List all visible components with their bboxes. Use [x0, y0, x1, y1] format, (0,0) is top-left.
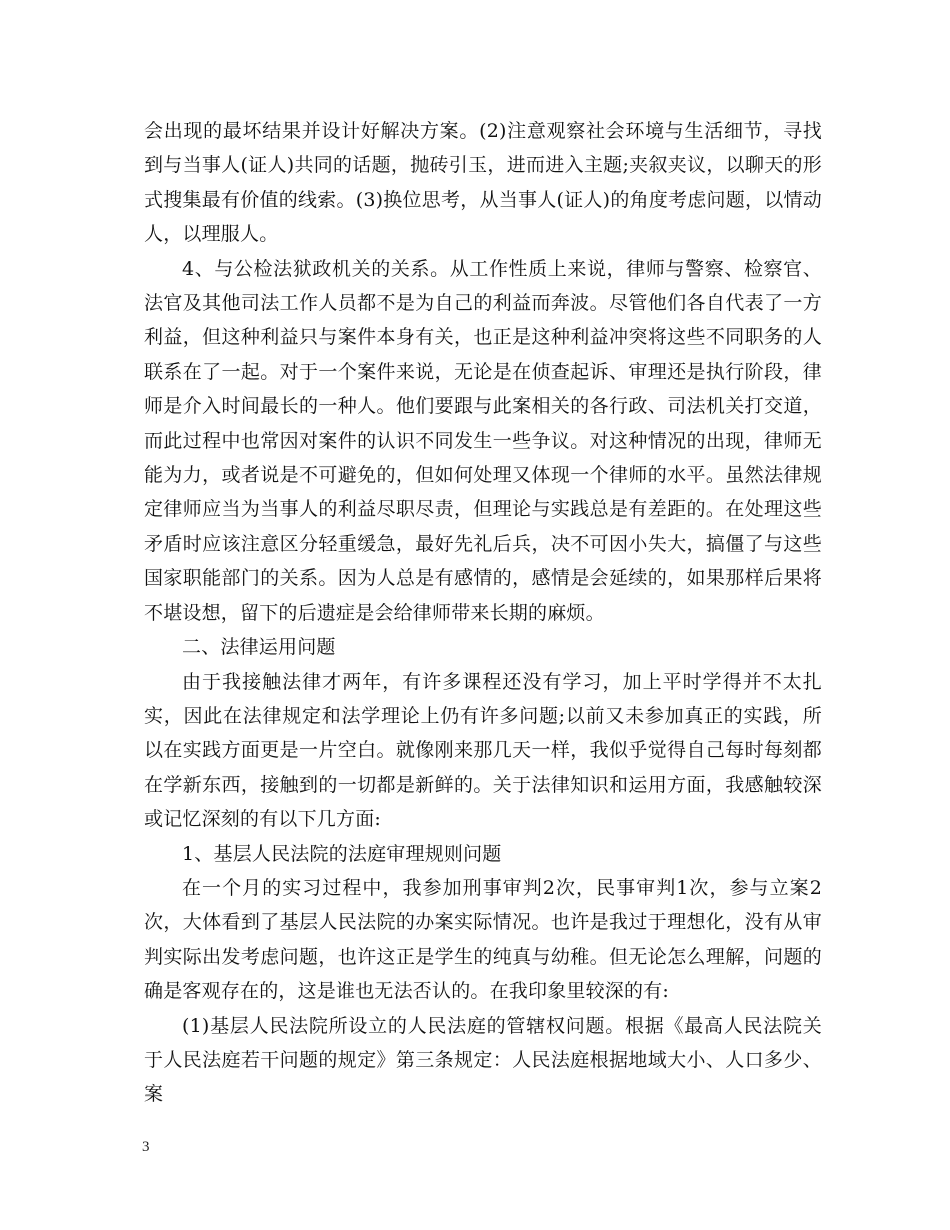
- subsection-heading-trial-rules: 1、基层人民法院的法庭审理规则问题: [182, 842, 502, 865]
- paragraph-continuation: 会出现的最坏结果并设计好解决方案。(2)注意观察社会环境与生活细节，寻找到与当事人(证人)共同的话题，抛砖引玉，进而进入主题;夹叙夹议，以聊天的形式搜集最有价值的线索。(3)换位思考，从当事人(证人)的角度考虑问题，以情动人，以理服人。: [144, 120, 822, 246]
- paragraph-trial-observations: 在一个月的实习过程中，我参加刑事审判2次，民事审判1次，参与立案2次，大体看到了基层人民法院的办案实际情况。也许是我过于理想化，没有从审判实际出发考虑问题，也许这正是学生的纯真与幼稚。但无论怎么理解，问题的确是客观存在的，这是谁也无法否认的。在我印象里较深的有:: [144, 876, 822, 1003]
- page-number: 3: [142, 1139, 150, 1155]
- paragraph-jurisdiction-issue: (1)基层人民法院所设立的人民法庭的管辖权问题。根据《最高人民法院关于人民法庭若干问题的规定》第三条规定：人民法庭根据地域大小、人口多少、案: [144, 1014, 822, 1106]
- document-body: [144, 114, 822, 1112]
- paragraph-relations-with-agencies: 4、与公检法狱政机关的关系。从工作性质上来说，律师与警察、检察官、法官及其他司法工作人员都不是为自己的利益而奔波。尽管他们各自代表了一方利益，但这种利益只与案件本身有关，也正是这种利益冲突将这些不同职务的人联系在了一起。对于一个案件来说，无论是在侦查起诉、审理还是执行阶段，律师是介入时间最长的一种人。他们要跟与此案相关的各行政、司法机关打交道，而此过程中也常因对案件的认识不同发生一些争议。对这种情况的出现，律师无能为力，或者说是不可避免的，但如何处理又体现一个律师的水平。虽然法律规定律师应当为当事人的利益尽职尽责，但理论与实践总是有差距的。在处理这些矛盾时应该注意区分轻重缓急，最好先礼后兵，决不可因小失大，搞僵了与这些国家职能部门的关系。因为人总是有感情的，感情是会延续的，如果那样后果将不堪设想，留下的后遗症是会给律师带来长期的麻烦。: [144, 257, 822, 624]
- section-heading-law-application: 二、法律运用问题: [182, 636, 336, 659]
- paragraph-learning-experience: 由于我接触法律才两年，有许多课程还没有学习，加上平时学得并不太扎实，因此在法律规定和法学理论上仍有许多问题;以前又未参加真正的实践，所以在实践方面更是一片空白。就像刚来那几天一样，我似乎觉得自己每时每刻都在学新东西，接触到的一切都是新鲜的。关于法律知识和运用方面，我感触较深或记忆深刻的有以下几方面:: [144, 670, 822, 831]
